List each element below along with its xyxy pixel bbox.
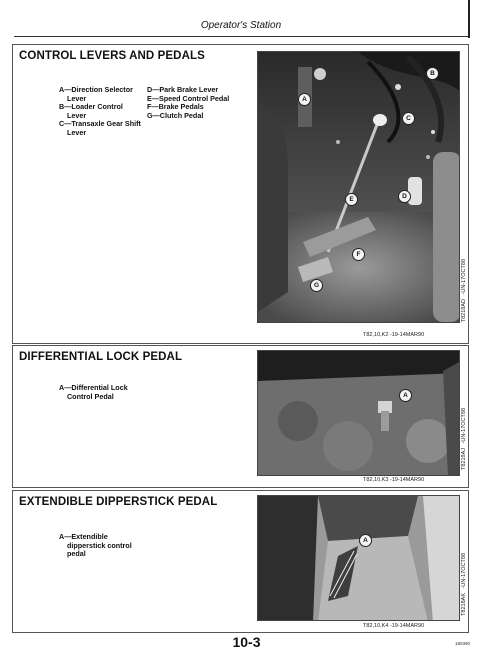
callout-f: F	[352, 248, 365, 261]
footer-code: 180390	[455, 641, 471, 646]
legend-item: Lever	[59, 127, 87, 137]
legend-item: dipperstick control	[59, 540, 132, 550]
header-title: Operator's Station	[200, 20, 282, 31]
photo-illustration	[258, 52, 460, 323]
side-code: T8218AK	[461, 593, 467, 616]
legend-right	[147, 86, 229, 120]
callout-b: B	[426, 67, 439, 80]
legend-item: A—Direction Selector	[59, 85, 133, 94]
legend-item: B—Loader Control	[59, 102, 123, 112]
photo-operator-station	[257, 51, 460, 323]
legend-item: pedal	[59, 549, 86, 559]
callout-e: E	[345, 193, 358, 206]
callout-g: G	[310, 279, 323, 292]
header-rule	[14, 36, 468, 37]
legend	[59, 533, 132, 559]
section-differential-lock	[12, 345, 469, 488]
page-header	[12, 0, 470, 38]
callout-c: C	[402, 112, 415, 125]
photo-dipperstick-pedal	[257, 495, 460, 621]
photo-caption: T82,10,K4 -19-14MAR90	[363, 623, 425, 629]
callout-a: A	[399, 389, 412, 402]
legend	[59, 384, 128, 401]
side-code: -UN-17OCT88	[461, 408, 467, 444]
legend-item: D—Park Brake Lever	[147, 85, 219, 94]
legend-item: A—Extendible	[59, 532, 108, 541]
photo-caption: T82,10,K3 -19-14MAR90	[363, 477, 425, 483]
callout-a: A	[298, 93, 311, 106]
section-title: EXTENDIBLE DIPPERSTICK PEDAL	[19, 496, 218, 508]
side-code: -UN-17OCT88	[461, 553, 467, 589]
header-bar	[468, 0, 470, 38]
legend-item: Lever	[59, 93, 87, 103]
photo-differential-lock	[257, 350, 460, 476]
legend-item: Control Pedal	[59, 391, 114, 401]
side-code: T8218AD	[461, 299, 467, 323]
section-extendible-dipperstick	[12, 490, 469, 633]
legend-item: A—Differential Lock	[59, 383, 128, 392]
legend-left	[59, 86, 141, 138]
photo-caption: T82,10,K2 -19-14MAR90	[363, 332, 425, 338]
callout-a: A	[359, 534, 372, 547]
page-number: 10-3	[232, 634, 261, 650]
legend-item: G—Clutch Pedal	[147, 110, 204, 120]
photo-illustration	[258, 496, 460, 621]
callout-d: D	[398, 190, 411, 203]
legend-item: E—Speed Control Pedal	[147, 93, 230, 103]
legend-item: F—Brake Pedals	[147, 102, 204, 112]
section-title: CONTROL LEVERS AND PEDALS	[19, 50, 205, 62]
legend-item: C—Transaxle Gear Shift	[59, 119, 141, 129]
section-title: DIFFERENTIAL LOCK PEDAL	[19, 351, 183, 363]
side-code: T8219AJ	[461, 448, 467, 471]
section-control-levers	[12, 44, 469, 344]
photo-illustration	[258, 351, 460, 476]
legend-item: Lever	[59, 110, 87, 120]
side-code: -UN-17OCT88	[461, 259, 467, 295]
